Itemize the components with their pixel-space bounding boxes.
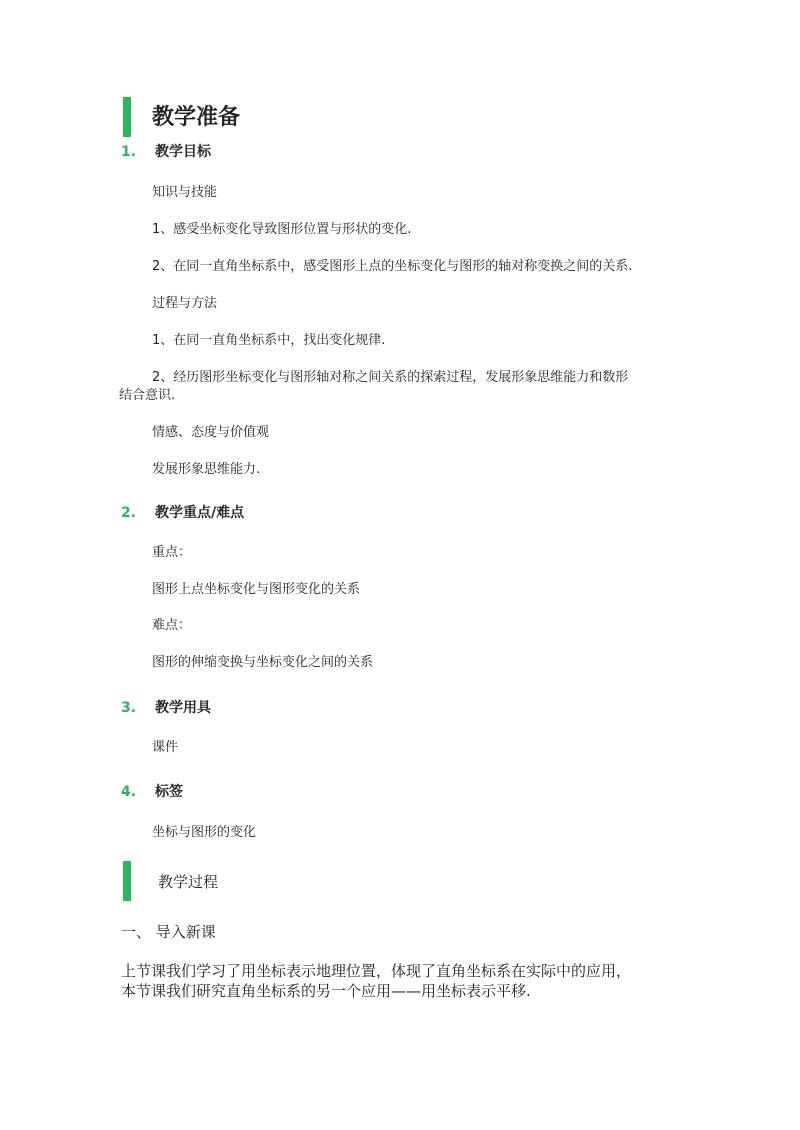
section-accent-bar <box>123 861 131 901</box>
item-heading: 教学重点/难点 <box>155 505 245 521</box>
paragraph: 2、经历图形坐标变化与图形轴对称之间关系的探索过程，发展形象思维能力和数形 <box>152 370 629 385</box>
subheading: 知识与技能 <box>152 185 218 200</box>
paragraph: 2、在同一直角坐标系中，感受图形上点的坐标变化与图形的轴对称变换之间的关系. <box>152 259 633 274</box>
section-title: 教学准备 <box>152 105 241 130</box>
paragraph: 1、在同一直角坐标系中，找出变化规律. <box>152 333 386 348</box>
item-heading: 标签 <box>155 784 183 800</box>
item-number: 2. <box>121 505 137 521</box>
item-number: 3. <box>121 700 137 716</box>
paragraph: 坐标与图形的变化 <box>152 825 257 840</box>
label: 重点： <box>152 545 192 560</box>
subheading: 过程与方法 <box>152 296 218 311</box>
item-number: 1. <box>121 144 137 160</box>
item-heading: 教学目标 <box>155 144 211 160</box>
paragraph: 图形上点坐标变化与图形变化的关系 <box>152 582 361 597</box>
item-number: 4. <box>121 784 137 800</box>
paragraph: 结合意识. <box>119 388 176 403</box>
paragraph: 本节课我们研究直角坐标系的另一个应用——用坐标表示平移. <box>121 982 531 1000</box>
paragraph: 发展形象思维能力. <box>152 462 261 477</box>
section-accent-bar <box>123 97 131 137</box>
paragraph: 1、感受坐标变化导致图形位置与形状的变化. <box>152 222 412 237</box>
label: 难点： <box>152 618 192 633</box>
item-heading: 教学用具 <box>155 700 211 716</box>
step-heading: 一、 导入新课 <box>121 923 216 941</box>
paragraph: 图形的伸缩变换与坐标变化之间的关系 <box>152 655 374 670</box>
paragraph: 课件 <box>152 740 179 755</box>
subheading: 情感、态度与价值观 <box>152 425 270 440</box>
section-title: 教学过程 <box>158 873 219 891</box>
paragraph: 上节课我们学习了用坐标表示地理位置，体现了直角坐标系在实际中的应用， <box>121 962 632 980</box>
